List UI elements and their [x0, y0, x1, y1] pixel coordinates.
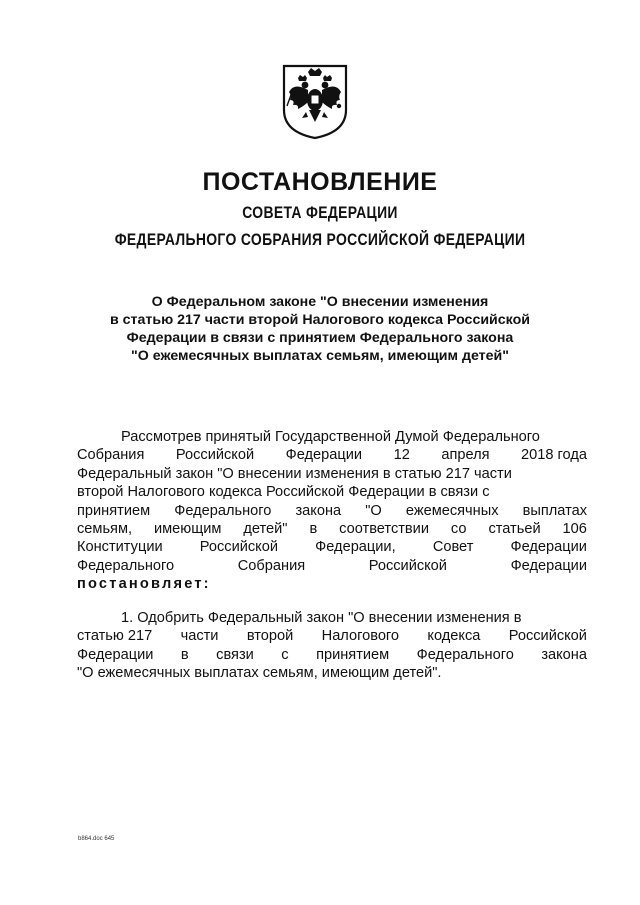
- heading-line: в статью 217 части второй Налогового кодекса Российской: [110, 312, 530, 328]
- heading-line: Федерации в связи с принятием Федерального закона: [126, 330, 514, 346]
- word: части: [180, 628, 219, 645]
- word: принятием: [77, 502, 151, 519]
- word: Собрания: [77, 447, 145, 464]
- word: "О ежемесячных выплатах семьям, имеющим детей".: [77, 665, 442, 682]
- word: Российской: [368, 557, 447, 574]
- word: Федерального: [174, 502, 272, 519]
- word: второй Налогового кодекса Российской Федерации в связи с: [77, 484, 490, 501]
- word: Федерации: [77, 646, 154, 663]
- coat-of-arms-icon: [278, 62, 352, 140]
- word: Рассмотрев принятый Государственной Думой Федерального: [121, 429, 540, 445]
- paragraph-preamble: [77, 428, 587, 594]
- word: семьям,: [77, 521, 133, 538]
- word: Федерации: [510, 557, 587, 574]
- file-reference: b864.doc 645: [78, 836, 115, 842]
- word: ежемесячных: [405, 502, 499, 519]
- word: статью 217: [77, 628, 153, 645]
- word: Федеральный закон "О внесении изменения в статью 217 части: [77, 465, 512, 482]
- word: второй: [246, 628, 294, 645]
- word: детей": [243, 521, 288, 538]
- text-line: [77, 575, 587, 593]
- text-line: [77, 428, 587, 446]
- word: со: [450, 521, 467, 538]
- word: Российской: [175, 447, 255, 464]
- word: закона: [541, 646, 587, 663]
- word: связи: [216, 646, 254, 663]
- word: закона: [295, 502, 342, 519]
- document-title: ПОСТАНОВЛЕНИЕ: [202, 168, 438, 196]
- word: с: [281, 646, 289, 663]
- word: 12: [393, 447, 410, 464]
- text-line: [77, 538, 587, 556]
- word: статьей: [488, 521, 541, 538]
- word: Конституции: [77, 539, 163, 556]
- text-line: [77, 664, 587, 682]
- word: Налогового: [321, 628, 400, 645]
- text-line: [77, 627, 587, 645]
- text-line: [77, 483, 587, 501]
- text-line: [77, 557, 587, 575]
- word: Федерации: [285, 447, 363, 464]
- text-line: [77, 520, 587, 538]
- word: Российской: [199, 539, 279, 556]
- issuer-line-2: ФЕДЕРАЛЬНОГО СОБРАНИЯ РОССИЙСКОЙ ФЕДЕРАЦИИ: [114, 230, 526, 249]
- word: апреля: [441, 447, 490, 464]
- word: в: [309, 521, 318, 538]
- word: Собрания: [237, 557, 306, 574]
- word: 1. Одобрить Федеральный закон "О внесении изменения в: [121, 610, 522, 626]
- decision-word: постановляет:: [77, 576, 211, 593]
- word: Федерации,: [315, 539, 396, 556]
- heading-line: О Федеральном законе "О внесении изменения: [151, 294, 489, 310]
- word: Федерального: [416, 646, 514, 663]
- word: кодекса: [427, 628, 481, 645]
- word: принятием: [316, 646, 390, 663]
- word: Федерации: [510, 539, 587, 556]
- word: имеющим: [153, 521, 222, 538]
- word: выплатах: [522, 502, 587, 519]
- text-line: [77, 446, 587, 464]
- resolution-heading: [60, 293, 580, 365]
- word: "О: [365, 502, 382, 519]
- word: 2018 года: [521, 447, 587, 464]
- text-line: [77, 646, 587, 664]
- text-line: [77, 502, 587, 520]
- word: в: [180, 646, 189, 663]
- word: Федерального: [77, 557, 175, 574]
- text-line: [77, 465, 587, 483]
- word: Совет: [432, 539, 474, 556]
- word: Российской: [508, 628, 587, 645]
- word: соответствии: [339, 521, 429, 538]
- paragraph-clause-1: [77, 609, 587, 683]
- text-line: [77, 609, 587, 627]
- heading-line: "О ежемесячных выплатах семьям, имеющим детей": [131, 348, 509, 364]
- word: 106: [562, 521, 587, 538]
- issuer-line-1: СОВЕТА ФЕДЕРАЦИИ: [242, 203, 398, 222]
